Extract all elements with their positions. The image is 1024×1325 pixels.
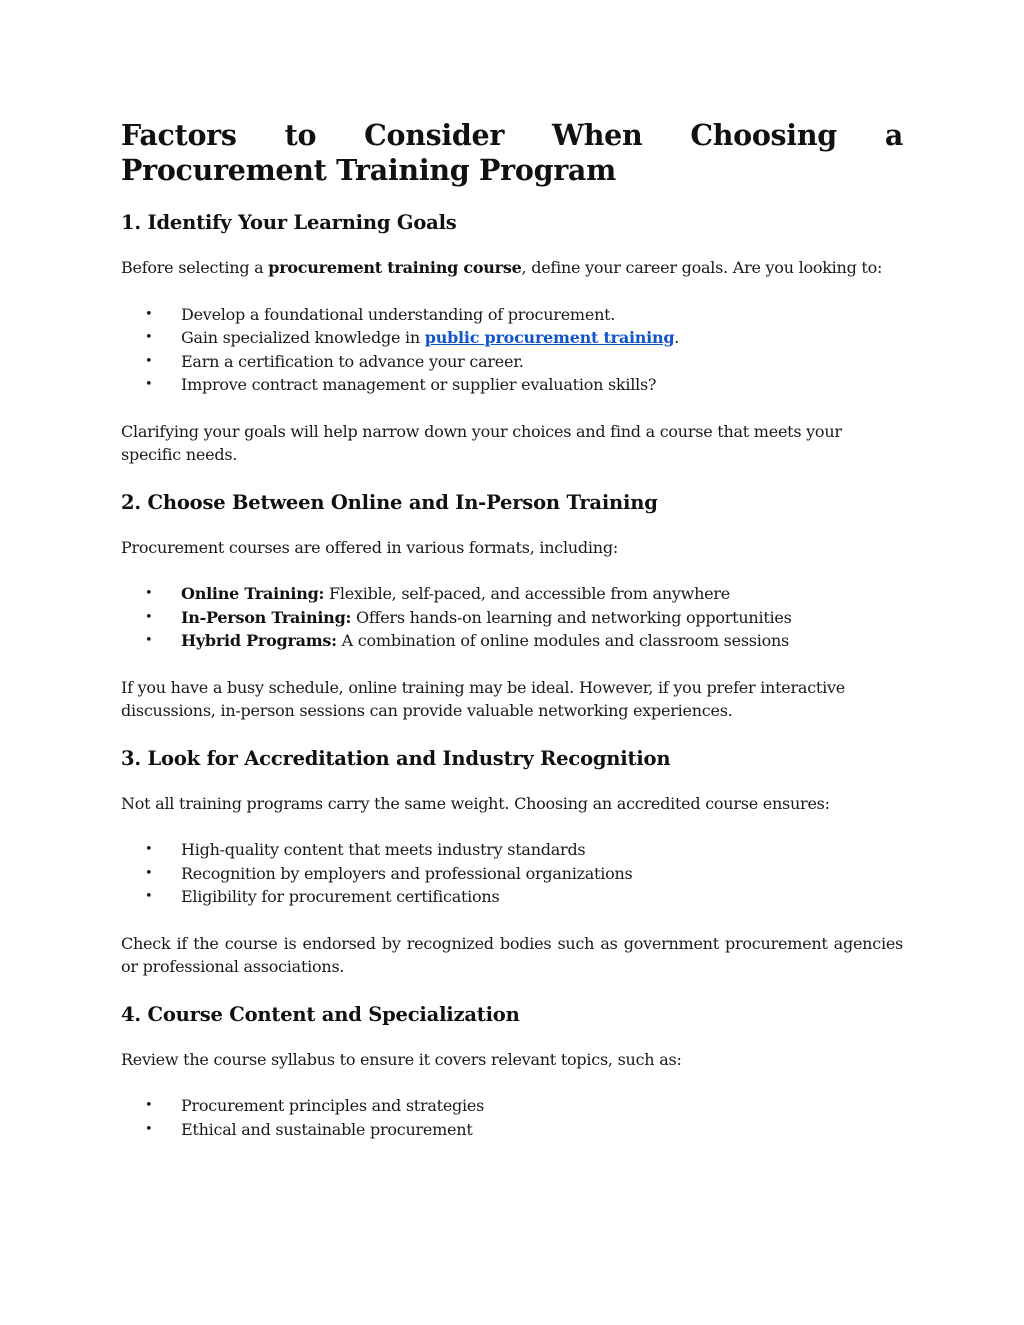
list-item: • Hybrid Programs: A combination of online modules and classroom sessions [121, 629, 903, 653]
bullet-icon: • [145, 1121, 153, 1137]
section-4-list [121, 1094, 903, 1141]
section-1-intro: Before selecting a procurement training course, define your career goals. Are you looking to: [121, 258, 883, 277]
document-page [121, 118, 903, 1164]
list-item: • Develop a foundational understanding of procurement. [121, 303, 903, 327]
bold-term: procurement training course [268, 258, 522, 277]
bullet-icon: • [145, 842, 153, 857]
bullet-icon: • [145, 889, 153, 904]
bullet-icon: • [145, 306, 153, 322]
bullet-icon: • [145, 586, 153, 601]
item-label: Online Training: [181, 584, 325, 603]
public-procurement-training-link[interactable]: public procurement training [424, 328, 675, 347]
list-item: • Ethical and sustainable procurement [121, 1118, 903, 1142]
list-item: • Eligibility for procurement certifications [121, 885, 903, 909]
section-1-list [121, 303, 903, 397]
list-item: • Procurement principles and strategies [121, 1094, 903, 1118]
list-item: • Earn a certification to advance your career. [121, 350, 903, 374]
bullet-icon: • [145, 330, 153, 345]
section-2-heading: 2. Choose Between Online and In-Person Training [121, 490, 658, 514]
section-4-heading: 4. Course Content and Specialization [121, 1002, 520, 1026]
list-item: • High-quality content that meets industry standards [121, 838, 903, 862]
item-label: Hybrid Programs: [181, 631, 337, 650]
section-3-intro: Not all training programs carry the same weight. Choosing an accredited course ensures: [121, 793, 830, 813]
section-2-intro: Procurement courses are offered in various formats, including: [121, 537, 618, 557]
list-item: • Gain specialized knowledge in public procurement training. [121, 326, 903, 350]
bullet-icon: • [145, 377, 153, 392]
list-item: • Improve contract management or supplier evaluation skills? [121, 373, 903, 397]
bullet-icon: • [145, 865, 153, 881]
bullet-icon: • [145, 1098, 153, 1113]
bullet-icon: • [145, 609, 153, 625]
section-2-list [121, 582, 903, 653]
section-4-intro: Review the course syllabus to ensure it covers relevant topics, such as: [121, 1049, 682, 1069]
bullet-icon: • [145, 633, 153, 648]
section-1-outro: Clarifying your goals will help narrow down your choices and find a course that meets your specific needs. [121, 421, 842, 464]
section-3-heading: 3. Look for Accreditation and Industry Recognition [121, 746, 671, 770]
section-2-outro: If you have a busy schedule, online training may be ideal. However, if you prefer interactive discussions, in-person sessions can provide valuable networking experiences. [121, 677, 845, 720]
list-item: • In-Person Training: Offers hands-on learning and networking opportunities [121, 606, 903, 630]
list-item: • Recognition by employers and professional organizations [121, 862, 903, 886]
list-item: • Online Training: Flexible, self-paced, and accessible from anywhere [121, 582, 903, 606]
page-title: Factors to Consider When Choosing a Procurement Training Program [121, 118, 903, 187]
item-label: In-Person Training: [181, 607, 352, 627]
bullet-icon: • [145, 353, 153, 369]
section-3-list [121, 838, 903, 909]
section-1-heading: 1. Identify Your Learning Goals [121, 211, 457, 234]
section-3-outro: Check if the course is endorsed by recognized bodies such as government procurement agencies or professional associations. [121, 933, 903, 976]
